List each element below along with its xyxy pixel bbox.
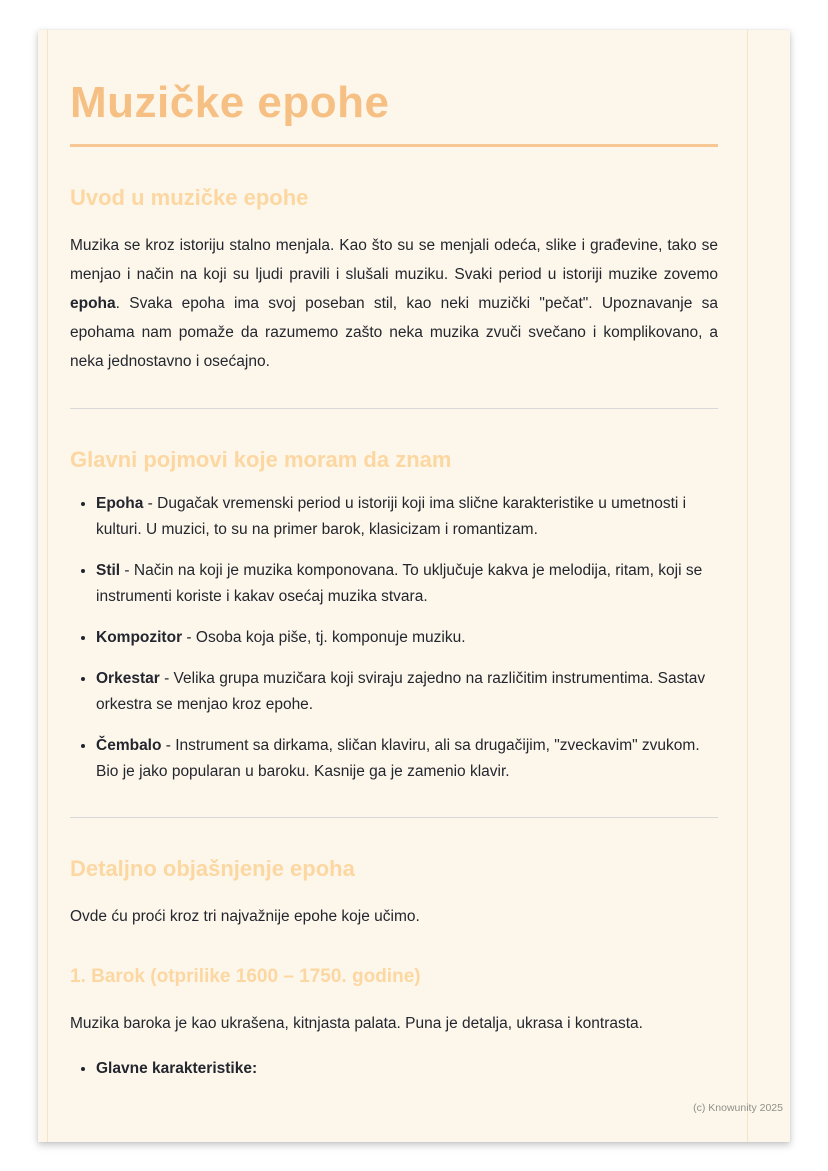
list-item-stil [96, 558, 718, 610]
intro-text-after: . Svaka epoha ima svoj poseban stil, kao neki muzički "pečat". Upoznavanje sa epohama nam pomaže da razumemo zašto neka muzika zvuči svečano i komplikovano, a neka jednostavno i osećajno. [70, 295, 718, 370]
terms-list [70, 491, 718, 785]
list-item-epoha [96, 491, 718, 543]
section-divider-1 [70, 408, 718, 409]
notebook-rule-line-right [747, 30, 748, 1142]
list-item-orkestar [96, 666, 718, 718]
term-name: Kompozitor [96, 629, 183, 646]
section-heading-intro: Uvod u muzičke epohe [70, 185, 309, 210]
term-description: - Velika grupa muzičara koji sviraju zajedno na različitim instrumentima. Sastav orkestra se menjao kroz epohe. [96, 670, 706, 713]
term-name: Epoha [96, 495, 144, 512]
sub-heading-barok: 1. Barok (otprilike 1600 – 1750. godine) [70, 966, 421, 987]
section-heading-terms: Glavni pojmovi koje moram da znam [70, 447, 452, 472]
term-description: - Instrument sa dirkama, sličan klaviru, ali sa drugačijim, "zveckavim" zvukom. Bio je jako popularan u baroku. Kasnije ga je zamenio klavir. [96, 737, 700, 780]
paper-card [38, 30, 790, 1142]
term-name: Orkestar [96, 670, 160, 687]
list-item-karakteristike [96, 1056, 718, 1082]
section-heading-detail: Detaljno objašnjenje epoha [70, 856, 355, 881]
karakteristike-label: Glavne karakteristike: [96, 1060, 258, 1077]
notebook-rule-line-left [47, 30, 48, 1142]
detail-intro-paragraph: Ovde ću proći kroz tri najvažnije epohe koje učimo. [70, 908, 420, 925]
intro-paragraph [70, 231, 718, 376]
intro-bold-term: epoha [70, 295, 116, 312]
page-title: Muzičke epohe [70, 78, 390, 127]
list-item-cembalo [96, 733, 718, 785]
section-divider-2 [70, 817, 718, 818]
copyright-footer: (c) Knowunity 2025 [693, 1102, 783, 1114]
term-description: - Način na koji je muzika komponovana. To uključuje kakva je melodija, ritam, koji se instrumenti koriste i kakav osećaj muzika stvara. [96, 562, 703, 605]
list-item-kompozitor [96, 625, 718, 651]
term-description: - Osoba koja piše, tj. komponuje muziku. [182, 629, 466, 646]
barok-paragraph: Muzika baroka je kao ukrašena, kitnjasta palata. Puna je detalja, ukrasa i kontrasta. [70, 1015, 643, 1032]
term-description: - Dugačak vremenski period u istoriji koji ima slične karakteristike u umetnosti i kulturi. U muzici, to su na primer barok, klasicizam i romantizam. [96, 495, 687, 538]
document-content [70, 30, 718, 1082]
intro-text-before: Muzika se kroz istoriju stalno menjala. Kao što su se menjali odeća, slike i građevine, tako se menjao i način na koji su ljudi pravili i slušali muziku. Svaki period u istoriji muzike zovemo [70, 237, 718, 283]
term-name: Stil [96, 562, 121, 579]
barok-list [70, 1056, 718, 1082]
term-name: Čembalo [96, 737, 162, 754]
title-divider [70, 144, 718, 147]
